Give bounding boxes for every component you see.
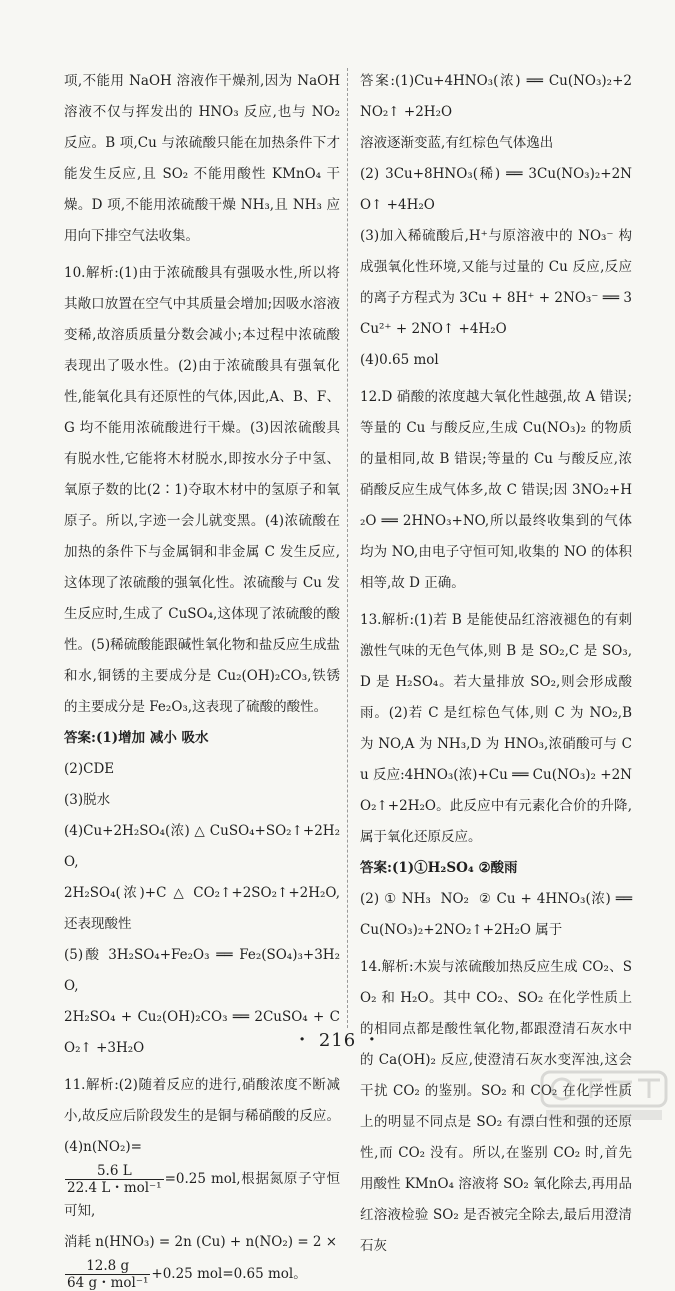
question-11-formula-1 [64, 1163, 340, 1227]
column-divider [347, 68, 348, 1028]
question-11-answer-2: (2) 3Cu+8HNO₃(稀) ══ 3Cu(NO₃)₂+2NO↑ +4H₂O [360, 166, 632, 213]
fraction-denominator: 64 g・mol⁻¹ [67, 1275, 149, 1291]
question-10-answer-3: (3)脱水 [64, 792, 111, 808]
question-11-answer-4: (4)0.65 mol [360, 352, 439, 368]
question-10-answer-5a: (5)酸 3H₂SO₄+Fe₂O₃ ══ Fe₂(SO₄)₃+3H₂O, [64, 947, 340, 994]
fraction-numerator: 5.6 L [65, 1163, 164, 1180]
question-10-answer-2: (2)CDE [64, 761, 115, 777]
question-13-answer-2: (2) ① NH₃ NO₂ ② Cu + 4HNO₃(浓) ══ Cu(NO₃)₂+2NO₂↑+2H₂O 属于 [360, 891, 637, 938]
question-13-analysis: 13.解析:(1)若 B 是能使品红溶液褪色的有刺激性气味的无色气体,则 B 是 SO₂,C 是 SO₃,D 是 H₂SO₄。若大量排放 SO₂,则会形成酸雨。(2)若 C 是红棕色气体,则 C 为 NO₂,B 为 NO,A 为 NH₃,D 为 HNO₃,浓硝酸可与 Cu 反应:4HNO₃(浓)+Cu ══ Cu(NO₃)₂ +2NO₂↑+2H₂O。此反应中有元素化合价的升降,属于氧化还原反应。 [360, 612, 637, 845]
question-10-answer-4b: 2H₂SO₄(浓)+C △ CO₂↑+2SO₂↑+2H₂O,还表现酸性 [64, 885, 340, 932]
question-11-answer-1: 答案:(1)Cu+4HNO₃(浓) ══ Cu(NO₃)₂+2NO₂↑ +2H₂O [360, 73, 632, 120]
question-13-answer-1: 答案:(1)①H₂SO₄ ②酸雨 [360, 860, 518, 876]
question-10-answer-1: 答案:(1)增加 减小 吸水 [64, 730, 209, 746]
question-10-answer-4a: (4)Cu+2H₂SO₄(浓) △ CuSO₄+SO₂↑+2H₂O, [64, 823, 340, 870]
left-column [64, 66, 345, 1291]
formula-text: +0.25 mol=0.65 mol。 [151, 1266, 307, 1282]
fraction-volume [65, 1163, 164, 1196]
formula-text: =0.25 mol,根据氮原子守恒可知, [64, 1171, 340, 1219]
fraction-denominator: 22.4 L・mol⁻¹ [67, 1180, 162, 1196]
fraction-numerator: 12.8 g [65, 1258, 150, 1275]
question-11-formula-3 [64, 1258, 340, 1291]
question-11-formula-2: 消耗 n(HNO₃) = 2n (Cu) + n(NO₂) = 2 × [64, 1234, 338, 1250]
continued-solution-paragraph: 项,不能用 NaOH 溶液作干燥剂,因为 NaOH 溶液不仅与挥发出的 HNO₃ 反应,也与 NO₂ 反应。B 项,Cu 与浓硫酸只能在加热条件下才能发生反应,且 SO₂ 不能用酸性 KMnO₄ 干燥。D 项,不能用浓硫酸干燥 NH₃,且 NH₃ 应用向下排空气法收集。 [64, 73, 345, 244]
question-14-analysis: 14.解析:木炭与浓硫酸加热反应生成 CO₂、SO₂ 和 H₂O。其中 CO₂、SO₂ 在化学性质上的相同点都是酸性氧化物,都跟澄清石灰水中的 Ca(OH)₂ 反应,使澄清石灰水变浑浊,这会干扰 CO₂ 的鉴别。SO₂ 和 CO₂ 在化学性质上的明显不同点是 SO₂ 有漂白性和强的还原性,而 CO₂ 没有。所以,在鉴别 CO₂ 时,首先用酸性 KMnO₄ 溶液将 SO₂ 氧化除去,再用品红溶液检验 SO₂ 是否被完全除去,最后用澄清石灰 [360, 959, 632, 1254]
question-11-answer-observation: 溶液逐渐变蓝,有红棕色气体逸出 [360, 135, 554, 151]
question-10-answer-5b: 2H₂SO₄ + Cu₂(OH)₂CO₃ ══ 2CuSO₄ + CO₂↑ +3H₂O [64, 1009, 340, 1056]
question-11-answer-3: (3)加入稀硫酸后,H⁺与原溶液中的 NO₃⁻ 构成强氧化性环境,又能与过量的 Cu 反应,反应的离子方程式为 3Cu + 8H⁺ + 2NO₃⁻ ══ 3Cu²⁺ + 2NO↑ +4H₂O [360, 228, 632, 337]
question-12-analysis: 12.D 硝酸的浓度越大氧化性越强,故 A 错误;等量的 Cu 与酸反应,生成 Cu(NO₃)₂ 的物质的量相同,故 B 错误;等量的 Cu 与酸反应,浓硝酸反应生成气体多,故 C 错误;因 3NO₂+H₂O ══ 2HNO₃+NO,所以最终收集到的气体均为 NO,由电子守恒可知,收集的 NO 的体积相等,故 D 正确。 [360, 389, 632, 591]
page-number: ・ 216 ・ [293, 1030, 382, 1051]
fraction-mass [65, 1258, 150, 1291]
question-10-analysis: 10.解析:(1)由于浓硫酸具有强吸水性,所以将其敞口放置在空气中其质量会增加;因吸水溶液变稀,故溶质质量分数会减小;本过程中浓硫酸表现出了吸水性。(2)由于浓硫酸具有强氧化性,能氧化具有还原性的气体,因此,A、B、F、G 均不能用浓硫酸进行干燥。(3)因浓硫酸具有脱水性,它能将木材脱水,即按水分子中氢、氧原子数的比(2∶1)夺取木材中的氢原子和氧原子。所以,字迹一会儿就变黑。(4)浓硫酸在加热的条件下与金属铜和非金属 C 发生反应,这体现了浓硫酸的强氧化性。浓硫酸与 Cu 发生反应时,生成了 CuSO₄,这体现了浓硫酸的酸性。(5)稀硫酸能跟碱性氧化物和盐反应生成盐和水,铜锈的主要成分是 Cu₂(OH)₂CO₃,铁锈的主要成分是 Fe₂O₃,这表现了硫酸的酸性。 [64, 265, 340, 715]
question-11-analysis: 11.解析:(2)随着反应的进行,硝酸浓度不断减小,故反应后阶段发生的是铜与稀硝酸的反应。(4)n(NO₂)= [64, 1077, 340, 1155]
answer-site-logo-icon [540, 1068, 668, 1124]
